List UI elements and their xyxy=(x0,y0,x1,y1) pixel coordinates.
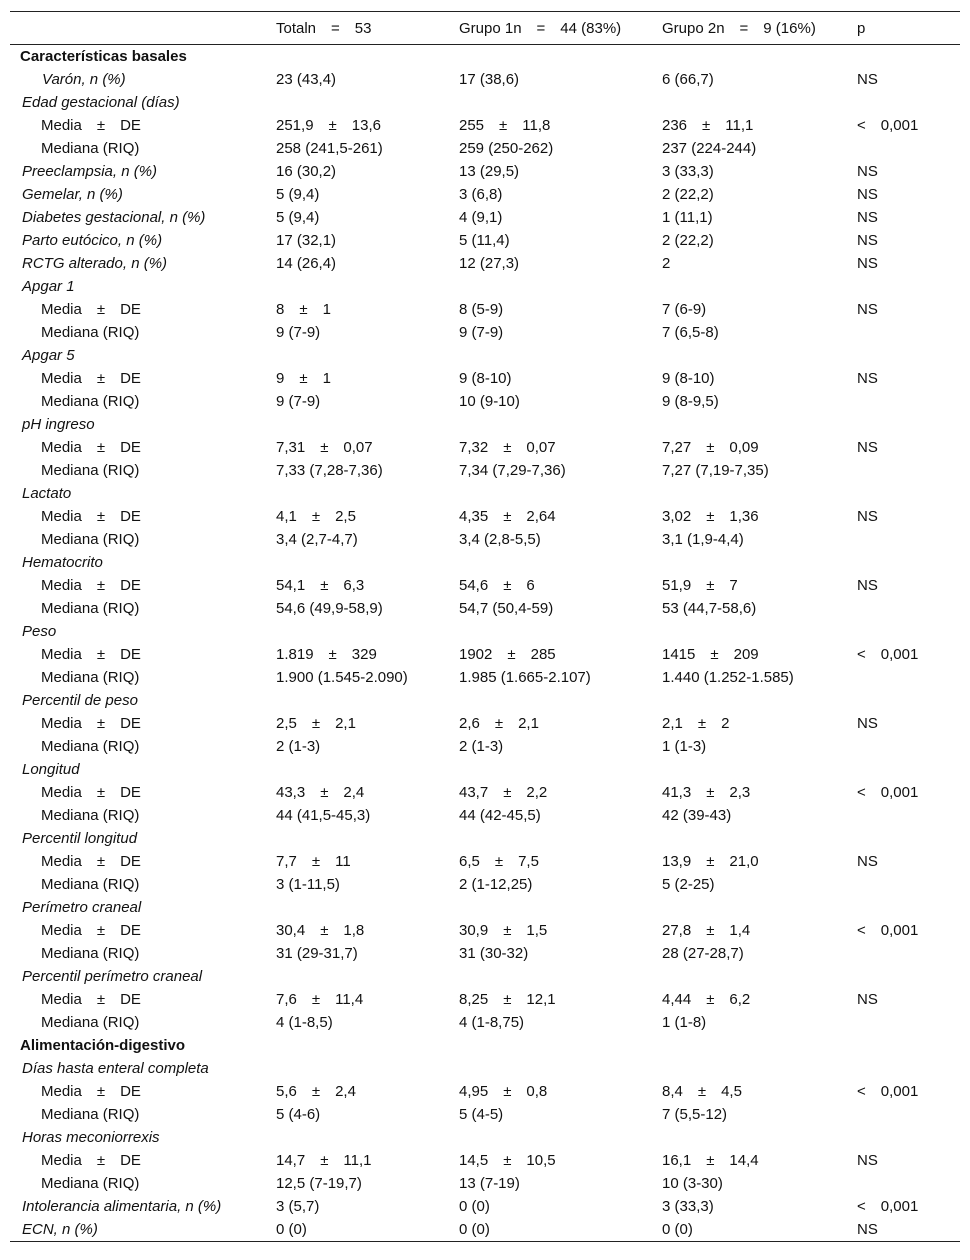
row-label: Parto eutócico, n (%) xyxy=(22,232,163,249)
row-label: Media ± DE xyxy=(41,922,141,939)
table-cell: 23 (43,4) xyxy=(276,71,337,88)
table-row xyxy=(10,482,960,505)
row-label: Percentil longitud xyxy=(22,830,138,847)
table-cell: NS xyxy=(857,577,878,594)
table-cell: NS xyxy=(857,71,878,88)
header-grupo-2: Grupo 2n = 9 (16%) xyxy=(662,20,816,37)
table-cell: 13,9 ± 21,0 xyxy=(662,853,759,870)
table-cell: 5 (9,4) xyxy=(276,186,320,203)
table-cell: 4,95 ± 0,8 xyxy=(459,1083,548,1100)
table-header xyxy=(10,12,960,45)
table-cell: 3,4 (2,7-4,7) xyxy=(276,531,358,548)
table-cell: 2 (1-3) xyxy=(276,738,321,755)
table-cell: NS xyxy=(857,991,878,1008)
row-label: Media ± DE xyxy=(41,117,141,134)
table-cell: 17 (32,1) xyxy=(276,232,337,249)
table-cell: 8 (5-9) xyxy=(459,301,504,318)
table-cell: < 0,001 xyxy=(857,1198,919,1215)
row-label: Edad gestacional (días) xyxy=(22,94,180,111)
table-cell: 42 (39-43) xyxy=(662,807,732,824)
table-cell: 255 ± 11,8 xyxy=(459,117,551,134)
table-body xyxy=(10,45,960,1241)
table-cell: 3,02 ± 1,36 xyxy=(662,508,759,525)
table-cell: 9 (7-9) xyxy=(459,324,504,341)
table-cell: 7,33 (7,28-7,36) xyxy=(276,462,383,479)
table-row xyxy=(10,597,960,620)
table-cell: 1 (1-3) xyxy=(662,738,707,755)
table-cell: 1.985 (1.665-2.107) xyxy=(459,669,591,686)
table-row xyxy=(10,1218,960,1241)
table-row xyxy=(10,942,960,965)
table-cell: 9 (8-10) xyxy=(459,370,512,387)
table-row xyxy=(10,781,960,804)
row-label: Hematocrito xyxy=(22,554,103,571)
table-cell: 9 (7-9) xyxy=(276,393,321,410)
table-cell: 14,7 ± 11,1 xyxy=(276,1152,372,1169)
table-row xyxy=(10,988,960,1011)
table-cell: 237 (224-244) xyxy=(662,140,757,157)
table-cell: < 0,001 xyxy=(857,784,919,801)
table-cell: 7 (5,5-12) xyxy=(662,1106,728,1123)
table-cell: 7,32 ± 0,07 xyxy=(459,439,556,456)
table-cell: 259 (250-262) xyxy=(459,140,554,157)
table-cell: 2 xyxy=(662,255,671,272)
table-row xyxy=(10,1080,960,1103)
table-row xyxy=(10,298,960,321)
row-label: Mediana (RIQ) xyxy=(41,600,140,617)
table-row xyxy=(10,1057,960,1080)
section-row xyxy=(10,45,960,68)
table-cell: 1.819 ± 329 xyxy=(276,646,377,663)
table-cell: 3,4 (2,8-5,5) xyxy=(459,531,541,548)
table-row xyxy=(10,528,960,551)
table-row xyxy=(10,712,960,735)
table-cell: 8,4 ± 4,5 xyxy=(662,1083,742,1100)
table-cell: 2 (22,2) xyxy=(662,186,714,203)
table-cell: 9 (8-9,5) xyxy=(662,393,719,410)
row-label: Perímetro craneal xyxy=(22,899,142,916)
table-row xyxy=(10,252,960,275)
row-label: Mediana (RIQ) xyxy=(41,945,140,962)
table-cell: NS xyxy=(857,209,878,226)
table-cell: 5 (4-5) xyxy=(459,1106,504,1123)
row-label: Horas meconiorrexis xyxy=(22,1129,160,1146)
table-row xyxy=(10,505,960,528)
row-label: Mediana (RIQ) xyxy=(41,807,140,824)
table-cell: 5 (4-6) xyxy=(276,1106,321,1123)
table-cell: < 0,001 xyxy=(857,117,919,134)
row-label: Longitud xyxy=(22,761,80,778)
row-label: Preeclampsia, n (%) xyxy=(22,163,158,180)
table-cell: 5 (9,4) xyxy=(276,209,320,226)
table-cell: 7 (6,5-8) xyxy=(662,324,719,341)
table-cell: 0 (0) xyxy=(662,1221,693,1238)
row-label: Mediana (RIQ) xyxy=(41,876,140,893)
row-label: Mediana (RIQ) xyxy=(41,393,140,410)
table-cell: 14,5 ± 10,5 xyxy=(459,1152,556,1169)
table-cell: 7,31 ± 0,07 xyxy=(276,439,373,456)
table-cell: 1415 ± 209 xyxy=(662,646,759,663)
row-label: Alimentación-digestivo xyxy=(20,1037,186,1054)
header-grupo-1: Grupo 1n = 44 (83%) xyxy=(459,20,622,37)
table-cell: NS xyxy=(857,255,878,272)
table-cell: 251,9 ± 13,6 xyxy=(276,117,381,134)
table-cell: 41,3 ± 2,3 xyxy=(662,784,751,801)
row-label: Mediana (RIQ) xyxy=(41,140,140,157)
table-cell: 3,1 (1,9-4,4) xyxy=(662,531,744,548)
table-cell: 5 (2-25) xyxy=(662,876,715,893)
table-cell: 30,4 ± 1,8 xyxy=(276,922,365,939)
table-cell: 53 (44,7-58,6) xyxy=(662,600,757,617)
table-row xyxy=(10,735,960,758)
table-cell: 31 (30-32) xyxy=(459,945,529,962)
table-cell: NS xyxy=(857,1221,878,1238)
row-label: Características basales xyxy=(20,48,187,65)
header-p: p xyxy=(857,20,866,37)
table-row xyxy=(10,160,960,183)
table-row xyxy=(10,1149,960,1172)
table-cell: 6 (66,7) xyxy=(662,71,714,88)
table-row xyxy=(10,321,960,344)
table-cell: 4 (1-8,5) xyxy=(276,1014,333,1031)
table-row xyxy=(10,1195,960,1218)
table-cell: 10 (3-30) xyxy=(662,1175,723,1192)
table-cell: 3 (33,3) xyxy=(662,1198,714,1215)
row-label: Media ± DE xyxy=(41,1152,141,1169)
table-cell: 8,25 ± 12,1 xyxy=(459,991,556,1008)
table-cell: 30,9 ± 1,5 xyxy=(459,922,548,939)
table-cell: 7,27 (7,19-7,35) xyxy=(662,462,769,479)
row-label: Media ± DE xyxy=(41,1083,141,1100)
table-cell: 3 (1-11,5) xyxy=(276,876,340,893)
table-row xyxy=(10,620,960,643)
table-cell: 1.440 (1.252-1.585) xyxy=(662,669,794,686)
table-row xyxy=(10,367,960,390)
table-row xyxy=(10,183,960,206)
table-cell: 0 (0) xyxy=(276,1221,307,1238)
table-cell: 5 (11,4) xyxy=(459,232,510,249)
table-cell: 5,6 ± 2,4 xyxy=(276,1083,356,1100)
row-label: ECN, n (%) xyxy=(22,1221,98,1238)
table-cell: 3 (6,8) xyxy=(459,186,503,203)
table-cell: 2 (1-12,25) xyxy=(459,876,533,893)
row-label: Diabetes gestacional, n (%) xyxy=(22,209,206,226)
table-cell: 4,1 ± 2,5 xyxy=(276,508,356,525)
row-label: Mediana (RIQ) xyxy=(41,462,140,479)
section-row xyxy=(10,1034,960,1057)
table-cell: 1.900 (1.545-2.090) xyxy=(276,669,408,686)
row-label: Mediana (RIQ) xyxy=(41,1106,140,1123)
row-label: Media ± DE xyxy=(41,439,141,456)
table-cell: 2,5 ± 2,1 xyxy=(276,715,356,732)
table-cell: 7,7 ± 11 xyxy=(276,853,351,870)
row-label: pH ingreso xyxy=(22,416,95,433)
table-cell: NS xyxy=(857,232,878,249)
table-row xyxy=(10,459,960,482)
table-cell: 43,7 ± 2,2 xyxy=(459,784,548,801)
table-cell: 9 (7-9) xyxy=(276,324,321,341)
table-cell: 3 (5,7) xyxy=(276,1198,320,1215)
table-cell: 9 (8-10) xyxy=(662,370,715,387)
table-cell: 54,1 ± 6,3 xyxy=(276,577,365,594)
row-label: Mediana (RIQ) xyxy=(41,738,140,755)
row-label: Media ± DE xyxy=(41,646,141,663)
row-label: Percentil perímetro craneal xyxy=(22,968,203,985)
row-label: Percentil de peso xyxy=(22,692,138,709)
table-row xyxy=(10,1172,960,1195)
table-cell: 10 (9-10) xyxy=(459,393,520,410)
table-cell: NS xyxy=(857,370,878,387)
table-cell: 17 (38,6) xyxy=(459,71,520,88)
row-label: Media ± DE xyxy=(41,991,141,1008)
table-cell: 31 (29-31,7) xyxy=(276,945,358,962)
table-cell: 236 ± 11,1 xyxy=(662,117,754,134)
table-cell: 12 (27,3) xyxy=(459,255,520,272)
table-row xyxy=(10,850,960,873)
table-cell: 1 (1-8) xyxy=(662,1014,707,1031)
table-row xyxy=(10,965,960,988)
table-row xyxy=(10,68,960,91)
table-row xyxy=(10,206,960,229)
table-cell: 7,27 ± 0,09 xyxy=(662,439,759,456)
table-cell: 0 (0) xyxy=(459,1198,490,1215)
row-label: Mediana (RIQ) xyxy=(41,531,140,548)
table-row xyxy=(10,1126,960,1149)
table-row xyxy=(10,114,960,137)
table-cell: 7,6 ± 11,4 xyxy=(276,991,364,1008)
table-cell: 0 (0) xyxy=(459,1221,490,1238)
table-row xyxy=(10,689,960,712)
header-total: Totaln = 53 xyxy=(276,20,372,37)
table-cell: 6,5 ± 7,5 xyxy=(459,853,539,870)
table-cell: 8 ± 1 xyxy=(276,301,331,318)
row-label: Media ± DE xyxy=(41,301,141,318)
table-row xyxy=(10,229,960,252)
table-cell: 13 (7-19) xyxy=(459,1175,520,1192)
table-row xyxy=(10,275,960,298)
table-row xyxy=(10,413,960,436)
table-row xyxy=(10,551,960,574)
table-cell: NS xyxy=(857,186,878,203)
table-cell: 13 (29,5) xyxy=(459,163,520,180)
table-cell: < 0,001 xyxy=(857,1083,919,1100)
table-cell: < 0,001 xyxy=(857,646,919,663)
table-cell: 14 (26,4) xyxy=(276,255,337,272)
table-cell: 7 (6-9) xyxy=(662,301,707,318)
table-cell: 258 (241,5-261) xyxy=(276,140,383,157)
row-label: Peso xyxy=(22,623,57,640)
table-cell: 54,6 ± 6 xyxy=(459,577,535,594)
table-cell: 2,1 ± 2 xyxy=(662,715,730,732)
table-cell: NS xyxy=(857,163,878,180)
table-row xyxy=(10,390,960,413)
table-row xyxy=(10,1011,960,1034)
table-cell: 44 (42-45,5) xyxy=(459,807,541,824)
table-row xyxy=(10,91,960,114)
table-cell: 28 (27-28,7) xyxy=(662,945,744,962)
table-cell: NS xyxy=(857,853,878,870)
table-cell: 1 (11,1) xyxy=(662,209,713,226)
row-label: Gemelar, n (%) xyxy=(22,186,123,203)
table-row xyxy=(10,574,960,597)
table-row xyxy=(10,873,960,896)
table-row xyxy=(10,436,960,459)
table-cell: < 0,001 xyxy=(857,922,919,939)
row-label: Mediana (RIQ) xyxy=(41,1014,140,1031)
table-cell: 4 (1-8,75) xyxy=(459,1014,525,1031)
table-cell: 16,1 ± 14,4 xyxy=(662,1152,759,1169)
row-label: Mediana (RIQ) xyxy=(41,669,140,686)
row-label: Mediana (RIQ) xyxy=(41,1175,140,1192)
row-label: Media ± DE xyxy=(41,853,141,870)
table-cell: NS xyxy=(857,715,878,732)
table-row xyxy=(10,827,960,850)
table-cell: 4,35 ± 2,64 xyxy=(459,508,556,525)
row-label: Media ± DE xyxy=(41,715,141,732)
table-row xyxy=(10,643,960,666)
table-cell: 12,5 (7-19,7) xyxy=(276,1175,362,1192)
row-label: Media ± DE xyxy=(41,577,141,594)
row-label: Media ± DE xyxy=(41,370,141,387)
table-cell: NS xyxy=(857,439,878,456)
table-cell: 1902 ± 285 xyxy=(459,646,556,663)
row-label: Apgar 1 xyxy=(22,278,75,295)
table-cell: 43,3 ± 2,4 xyxy=(276,784,365,801)
table-row xyxy=(10,919,960,942)
table-cell: 2 (22,2) xyxy=(662,232,714,249)
table-row xyxy=(10,1103,960,1126)
table-cell: NS xyxy=(857,508,878,525)
row-label: Intolerancia alimentaria, n (%) xyxy=(22,1198,222,1215)
table-row xyxy=(10,344,960,367)
row-label: Varón, n (%) xyxy=(42,71,126,88)
table-row xyxy=(10,758,960,781)
row-label: Días hasta enteral completa xyxy=(22,1060,209,1077)
table-cell: NS xyxy=(857,1152,878,1169)
table-cell: 4,44 ± 6,2 xyxy=(662,991,751,1008)
row-label: Apgar 5 xyxy=(22,347,75,364)
row-label: Media ± DE xyxy=(41,508,141,525)
table-cell: 3 (33,3) xyxy=(662,163,714,180)
table-row xyxy=(10,804,960,827)
row-label: RCTG alterado, n (%) xyxy=(22,255,168,272)
row-label: Mediana (RIQ) xyxy=(41,324,140,341)
table-cell: 51,9 ± 7 xyxy=(662,577,738,594)
table-row xyxy=(10,896,960,919)
table-cell: 27,8 ± 1,4 xyxy=(662,922,751,939)
row-label: Lactato xyxy=(22,485,72,502)
table-cell: 4 (9,1) xyxy=(459,209,503,226)
table-cell: 54,6 (49,9-58,9) xyxy=(276,600,383,617)
table-cell: 9 ± 1 xyxy=(276,370,331,387)
table-row xyxy=(10,666,960,689)
table-cell: 7,34 (7,29-7,36) xyxy=(459,462,566,479)
table-cell: 44 (41,5-45,3) xyxy=(276,807,371,824)
table-cell: 2,6 ± 2,1 xyxy=(459,715,539,732)
table-cell: NS xyxy=(857,301,878,318)
row-label: Media ± DE xyxy=(41,784,141,801)
table-cell: 2 (1-3) xyxy=(459,738,504,755)
table-cell: 16 (30,2) xyxy=(276,163,337,180)
data-table xyxy=(10,11,960,1242)
table-row xyxy=(10,137,960,160)
table-cell: 54,7 (50,4-59) xyxy=(459,600,554,617)
